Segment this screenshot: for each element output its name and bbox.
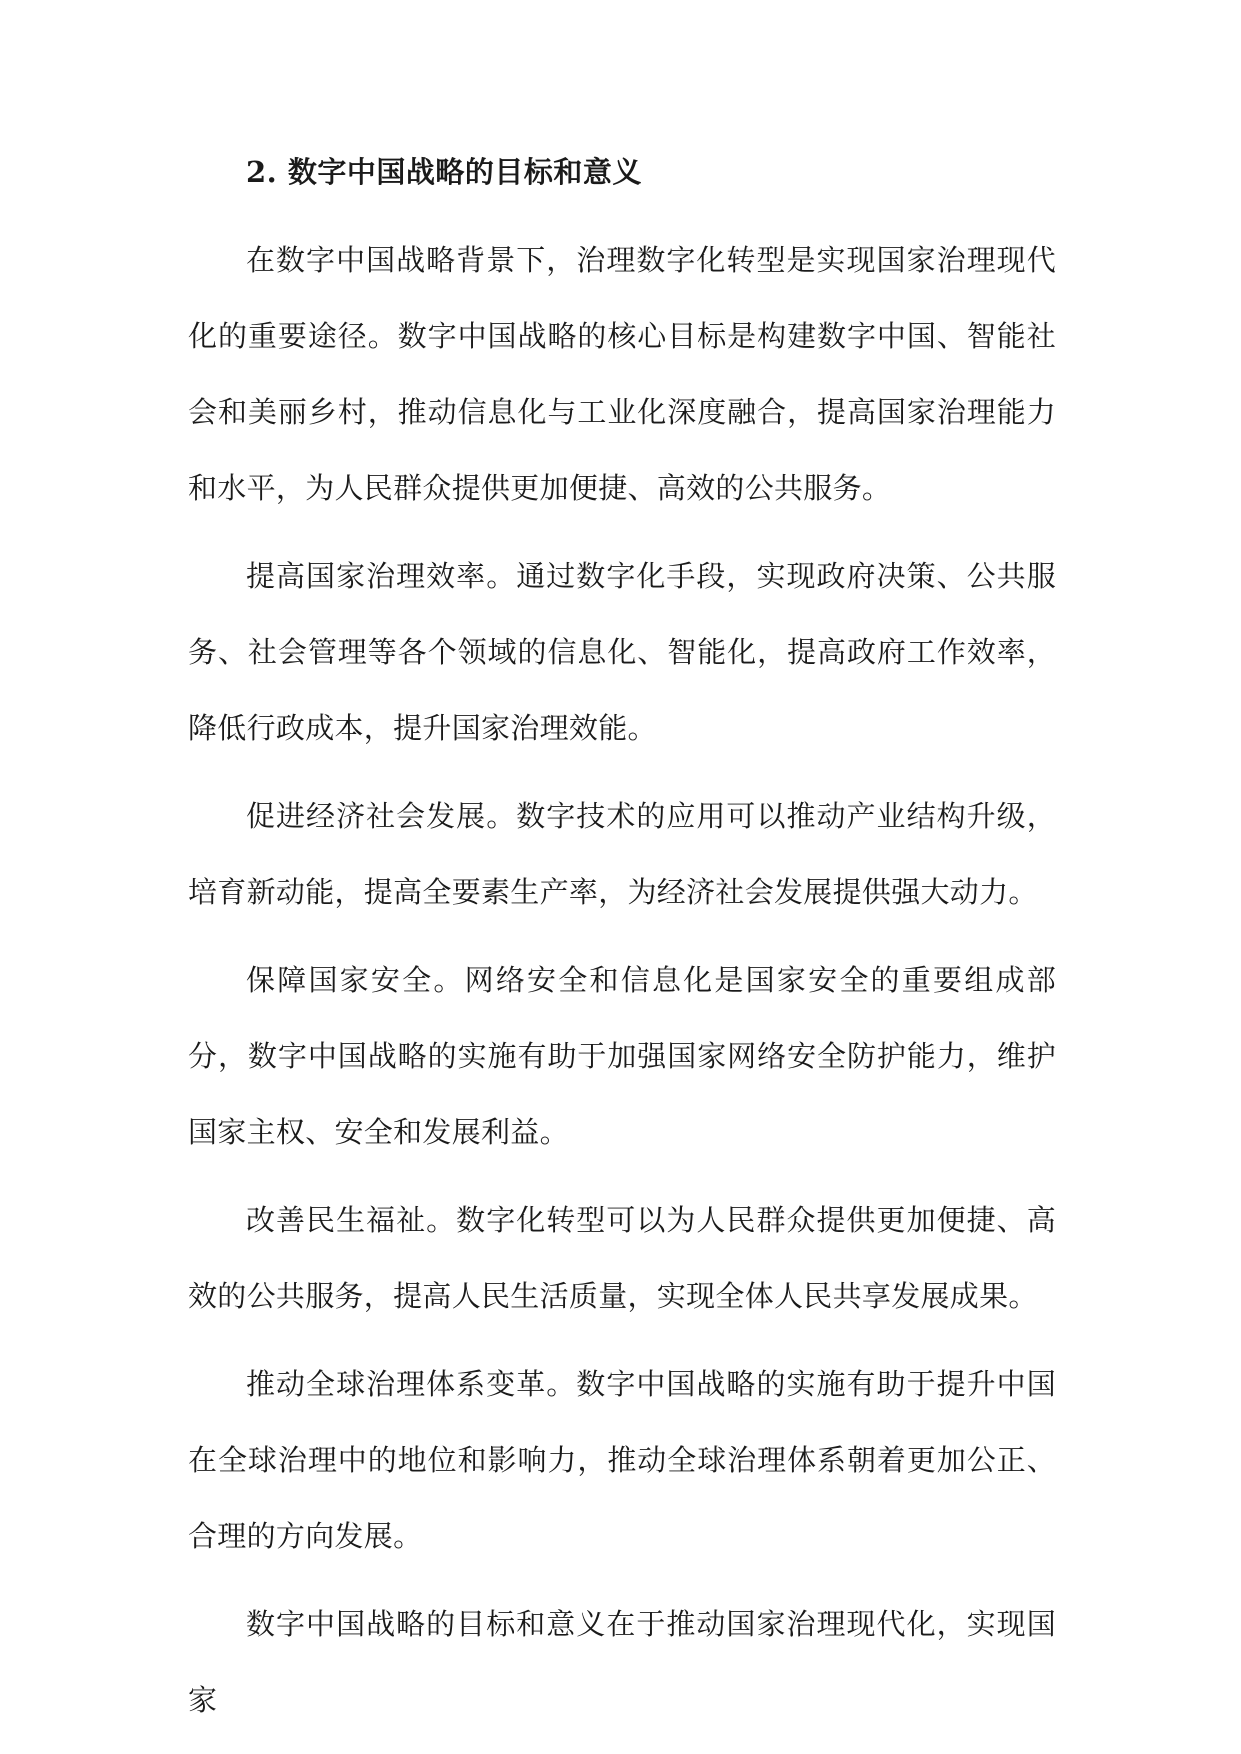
paragraph-national-security: 保障国家安全。网络安全和信息化是国家安全的重要组成部分，数字中国战略的实施有助于加强国家网络安全防护能力，维护国家主权、安全和发展利益。 xyxy=(188,963,1056,1149)
paragraph-conclusion: 数字中国战略的目标和意义在于推动国家治理现代化，实现国家 xyxy=(188,1607,1056,1717)
paragraph-intro: 在数字中国战略背景下，治理数字化转型是实现国家治理现代化的重要途径。数字中国战略的核心目标是构建数字中国、智能社会和美丽乡村，推动信息化与工业化深度融合，提高国家治理能力和水平，为人民群众提供更加便捷、高效的公共服务。 xyxy=(188,243,1056,505)
paragraph-global-governance: 推动全球治理体系变革。数字中国战略的实施有助于提升中国在全球治理中的地位和影响力，推动全球治理体系朝着更加公正、合理的方向发展。 xyxy=(188,1367,1056,1553)
document-body xyxy=(188,142,1056,1750)
paragraph-governance-efficiency: 提高国家治理效率。通过数字化手段，实现政府决策、公共服务、社会管理等各个领域的信息化、智能化，提高政府工作效率，降低行政成本，提升国家治理效能。 xyxy=(188,559,1056,745)
paragraph-economic-development: 促进经济社会发展。数字技术的应用可以推动产业结构升级，培育新动能，提高全要素生产率，为经济社会发展提供强大动力。 xyxy=(188,799,1056,909)
paragraph-livelihood: 改善民生福祉。数字化转型可以为人民群众提供更加便捷、高效的公共服务，提高人民生活质量，实现全体人民共享发展成果。 xyxy=(188,1203,1056,1313)
section-heading: 2. 数字中国战略的目标和意义 xyxy=(246,155,642,189)
